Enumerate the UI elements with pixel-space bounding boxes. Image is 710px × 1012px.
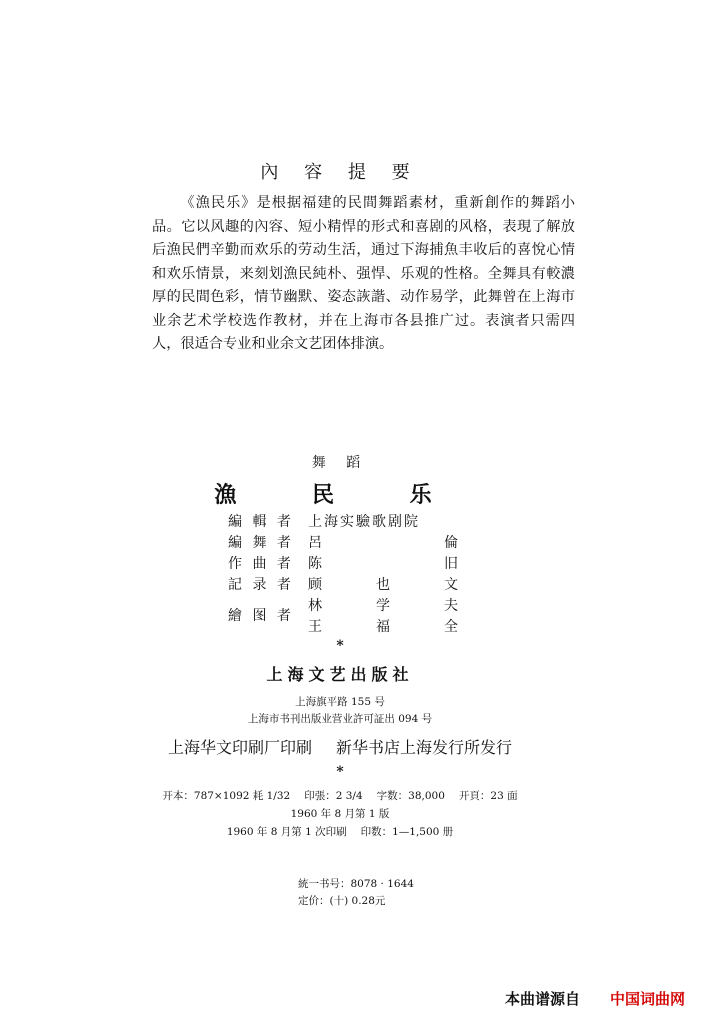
credit-name: 陈 — [308, 555, 322, 572]
credit-names — [308, 532, 458, 552]
credit-name: 顾 — [308, 576, 322, 593]
watermark-site-link[interactable]: 中国词曲网 — [610, 990, 686, 1008]
credit-names-stack — [308, 594, 458, 636]
spec-sheets: 印張：2 3/4 — [304, 790, 363, 802]
credit-name: 也 — [376, 576, 390, 593]
credit-illustrator — [228, 594, 458, 636]
book-title: 漁 民 乐 — [214, 482, 466, 508]
credit-name: 福 — [376, 618, 390, 635]
spec-pages: 开頁：23 面 — [458, 790, 518, 802]
credit-name: 全 — [444, 618, 458, 635]
summary-text-block — [152, 192, 575, 357]
credit-choreographer — [228, 531, 458, 552]
spec-format: 开本：787×1092 耗 1/32 — [162, 790, 291, 802]
edition-line: 1960 年 8 月第 1 版 — [290, 808, 390, 820]
distributor-name: 新华书店上海发行所发行 — [336, 738, 513, 757]
credit-role: 記 录 者 — [228, 576, 294, 593]
printer-name: 上海华文印刷厂印刷 — [167, 738, 312, 757]
credit-name: 林 — [308, 597, 322, 614]
credit-name: 倫 — [444, 534, 458, 551]
publisher-address: 上海旗平路 155 号 — [295, 696, 385, 708]
publisher-name: 上海文艺出版社 — [266, 665, 414, 684]
genre-label: 舞 蹈 — [311, 455, 369, 471]
credit-name: 王 — [308, 618, 322, 635]
credit-name: 呂 — [308, 534, 322, 551]
credit-name: 旧 — [444, 555, 458, 572]
credit-names — [308, 511, 458, 531]
spec-words: 字数：38,000 — [376, 790, 445, 802]
print-run: 印数：1—1,500 册 — [360, 826, 454, 838]
credit-names — [308, 594, 458, 615]
credits-block — [228, 510, 458, 636]
credit-names — [308, 615, 458, 636]
book-price: 定价：(十) 0.28元 — [298, 895, 386, 907]
credit-editor — [228, 510, 458, 531]
credit-name: 文 — [444, 576, 458, 593]
credit-name: 夫 — [444, 597, 458, 614]
credit-recorder — [228, 573, 458, 594]
separator-star: * — [336, 764, 344, 780]
credit-names — [308, 574, 458, 594]
printing-info-line — [0, 824, 680, 839]
credit-composer — [228, 552, 458, 573]
credit-name: 上海实驗歌剧院 — [308, 513, 420, 530]
book-number: 統一书号：8078 · 1644 — [298, 878, 414, 890]
credit-role: 作 曲 者 — [228, 555, 294, 572]
credit-role: 編 輯 者 — [228, 513, 294, 530]
spec-line — [0, 788, 680, 803]
credit-role: 編 舞 者 — [228, 534, 294, 551]
credit-names — [308, 553, 458, 573]
summary-heading: 內 容 提 要 — [260, 162, 420, 183]
publisher-license: 上海市书刊出版业营业許可証出 094 号 — [247, 713, 433, 725]
printing-date: 1960 年 8 月第 1 次印刷 — [226, 826, 347, 838]
credit-name: 学 — [376, 597, 390, 614]
separator-star: * — [336, 638, 344, 654]
watermark-source-label: 本曲谱源自 — [505, 990, 581, 1008]
credit-role: 繪 图 者 — [228, 608, 294, 624]
printing-line — [0, 735, 680, 758]
summary-paragraph: 《漁民乐》是根据福建的民間舞蹈素材，重新創作的舞蹈小品。它以风趣的內容、短小精悍的形式和喜剧的风格，表現了解放后漁民們辛勤而欢乐的劳动生活，通过下海捕魚丰收后的喜悅心情和欢乐情景，来刻划漁民純朴、强悍、乐观的性格。全舞具有較濃厚的民間色彩，情节幽默、姿态詼諧、动作易学，此舞曾在上海市业余艺术学校选作教材，并在上海市各县推广过。表演者只需四人，很适合专业和业余文艺团体排演。 — [152, 195, 575, 352]
